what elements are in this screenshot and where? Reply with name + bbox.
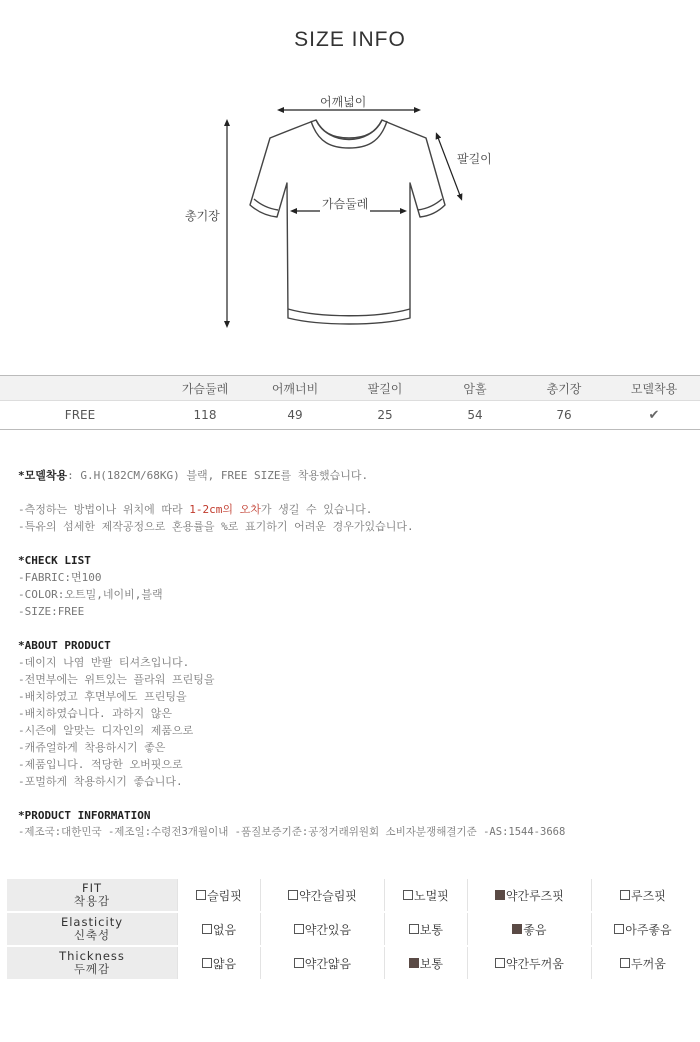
about-line: -시즌에 알맞는 디자인의 제품으로 bbox=[18, 724, 194, 737]
checkbox-icon bbox=[294, 924, 304, 934]
size-length-value: 76 bbox=[520, 401, 608, 430]
elasticity-option-label: 약간있음 bbox=[304, 922, 352, 937]
elasticity-option-label: 없음 bbox=[212, 922, 237, 937]
size-name: FREE bbox=[0, 401, 160, 430]
fit-option bbox=[467, 879, 591, 912]
elasticity-option bbox=[384, 912, 467, 946]
chest-label: 가슴둘레 bbox=[322, 197, 369, 211]
table-row bbox=[0, 401, 700, 430]
thickness-row bbox=[7, 946, 694, 980]
shoulder-label: 어깨넓이 bbox=[320, 95, 367, 109]
size-sleeve-value: 25 bbox=[340, 401, 430, 430]
checkbox-icon bbox=[403, 890, 413, 900]
sleeve-label: 팔길이 bbox=[457, 152, 492, 166]
checkbox-icon bbox=[614, 924, 624, 934]
size-header-model: 모델착용 bbox=[608, 376, 700, 401]
checkbox-icon bbox=[202, 958, 212, 968]
thickness-option bbox=[467, 946, 591, 980]
checkbox-icon bbox=[288, 890, 298, 900]
check-list-item: -SIZE:FREE bbox=[18, 605, 85, 618]
thickness-option bbox=[178, 946, 261, 980]
thickness-label-en: Thickness bbox=[59, 949, 125, 963]
about-line: -캐쥬얼하게 착용하시기 좋은 bbox=[18, 741, 166, 754]
about-line: -배치하였고 후면부에도 프린팅을 bbox=[18, 690, 187, 703]
measure-note-prefix: -측정하는 방법이나 위치에 따라 bbox=[18, 503, 190, 516]
checkmark-icon: ✔ bbox=[608, 401, 700, 430]
fabric-note: -특유의 섬세한 제작공정으로 혼용률을 %로 표기하기 어려운 경우가있습니다. bbox=[18, 520, 414, 533]
thickness-option bbox=[384, 946, 467, 980]
product-notes bbox=[18, 467, 688, 841]
thickness-option-label: 보통 bbox=[419, 956, 443, 971]
about-product-heading: *ABOUT PRODUCT bbox=[18, 639, 111, 652]
checkbox-icon bbox=[620, 890, 630, 900]
size-armhole-value: 54 bbox=[430, 401, 520, 430]
check-list-item: -FABRIC:면100 bbox=[18, 571, 102, 584]
fit-label bbox=[7, 879, 178, 912]
fit-option-label: 노멀핏 bbox=[414, 888, 449, 903]
length-label: 총기장 bbox=[185, 209, 220, 223]
checkbox-icon bbox=[294, 958, 304, 968]
elasticity-row bbox=[7, 912, 694, 946]
thickness-option bbox=[591, 946, 694, 980]
size-shoulder-value: 49 bbox=[250, 401, 340, 430]
elasticity-option-label: 보통 bbox=[419, 922, 443, 937]
tshirt-size-diagram bbox=[0, 0, 700, 345]
thickness-label-ko: 두께감 bbox=[73, 962, 111, 976]
checked-box-icon bbox=[409, 958, 419, 968]
size-header-sleeve: 팔길이 bbox=[340, 376, 430, 401]
checkbox-icon bbox=[620, 958, 630, 968]
fit-option-label: 약간슬림핏 bbox=[298, 888, 357, 903]
model-note-text: : G.H(182CM/68KG) 블랙, FREE SIZE를 착용했습니다. bbox=[67, 469, 369, 482]
measure-note-suffix: 가 생길 수 있습니다. bbox=[260, 503, 373, 516]
elasticity-option-label: 좋음 bbox=[523, 922, 547, 937]
checkbox-icon bbox=[409, 924, 419, 934]
fit-option-label: 루즈핏 bbox=[631, 888, 666, 903]
about-line: -포멀하게 착용하시기 좋습니다. bbox=[18, 775, 183, 788]
elasticity-option bbox=[467, 912, 591, 946]
measure-note-highlight: 1-2cm의 오차 bbox=[189, 503, 261, 516]
elasticity-option bbox=[591, 912, 694, 946]
about-line: -데이지 나염 반팔 티셔츠입니다. bbox=[18, 656, 190, 669]
elasticity-option bbox=[178, 912, 261, 946]
tshirt-outline-icon bbox=[250, 120, 445, 324]
fit-option bbox=[178, 879, 261, 912]
about-line: -배치하였습니다. 과하지 않은 bbox=[18, 707, 173, 720]
fit-option bbox=[384, 879, 467, 912]
size-header-length: 총기장 bbox=[520, 376, 608, 401]
size-header-blank bbox=[0, 376, 160, 401]
about-line: -전면부에는 위트있는 플라워 프린팅을 bbox=[18, 673, 215, 686]
size-table-header bbox=[0, 376, 700, 401]
fit-option bbox=[260, 879, 384, 912]
elasticity-option bbox=[260, 912, 384, 946]
size-header-armhole: 암홀 bbox=[430, 376, 520, 401]
fit-row bbox=[7, 879, 694, 912]
thickness-option-label: 두꺼움 bbox=[631, 956, 666, 971]
fit-option bbox=[591, 879, 694, 912]
elasticity-option-label: 아주좋음 bbox=[625, 922, 672, 937]
checkbox-icon bbox=[202, 924, 212, 934]
size-table bbox=[0, 375, 700, 430]
thickness-option-label: 약간두꺼움 bbox=[505, 956, 564, 971]
checkbox-icon bbox=[196, 890, 206, 900]
model-note-label: *모델착용 bbox=[18, 469, 68, 482]
elasticity-label-ko: 신축성 bbox=[73, 928, 111, 942]
fit-option-label: 약간루즈핏 bbox=[505, 888, 564, 903]
measure-note bbox=[18, 501, 688, 518]
size-header-chest: 가슴둘레 bbox=[160, 376, 250, 401]
product-information-heading: *PRODUCT INFORMATION bbox=[18, 809, 151, 822]
checkbox-icon bbox=[495, 958, 505, 968]
fit-label-ko: 착용감 bbox=[73, 894, 111, 908]
thickness-label bbox=[7, 946, 178, 980]
fit-option-label: 슬림핏 bbox=[207, 888, 242, 903]
about-line: -제품입니다. 적당한 오버핏으로 bbox=[18, 758, 183, 771]
checked-box-icon bbox=[512, 924, 522, 934]
elasticity-label-en: Elasticity bbox=[60, 915, 124, 929]
size-header-shoulder: 어깨너비 bbox=[250, 376, 340, 401]
check-list-heading: *CHECK LIST bbox=[18, 554, 91, 567]
fit-label-en: FIT bbox=[81, 881, 103, 895]
thickness-option-label: 약간얇음 bbox=[304, 956, 352, 971]
product-information-line: -제조국:대한민국 -제조일:수령전3개월이내 -품질보증기준:공정거래위원회 소비자분쟁해결기준 -AS:1544-3668 bbox=[18, 826, 566, 838]
check-list-item: -COLOR:오트밀,네이비,블랙 bbox=[18, 588, 163, 601]
thickness-option bbox=[260, 946, 384, 980]
size-chest-value: 118 bbox=[160, 401, 250, 430]
fit-table bbox=[7, 879, 694, 981]
checked-box-icon bbox=[495, 890, 505, 900]
model-note bbox=[18, 467, 688, 484]
thickness-option-label: 얇음 bbox=[212, 956, 237, 971]
elasticity-label bbox=[7, 912, 178, 946]
page-title: SIZE INFO bbox=[294, 28, 406, 51]
